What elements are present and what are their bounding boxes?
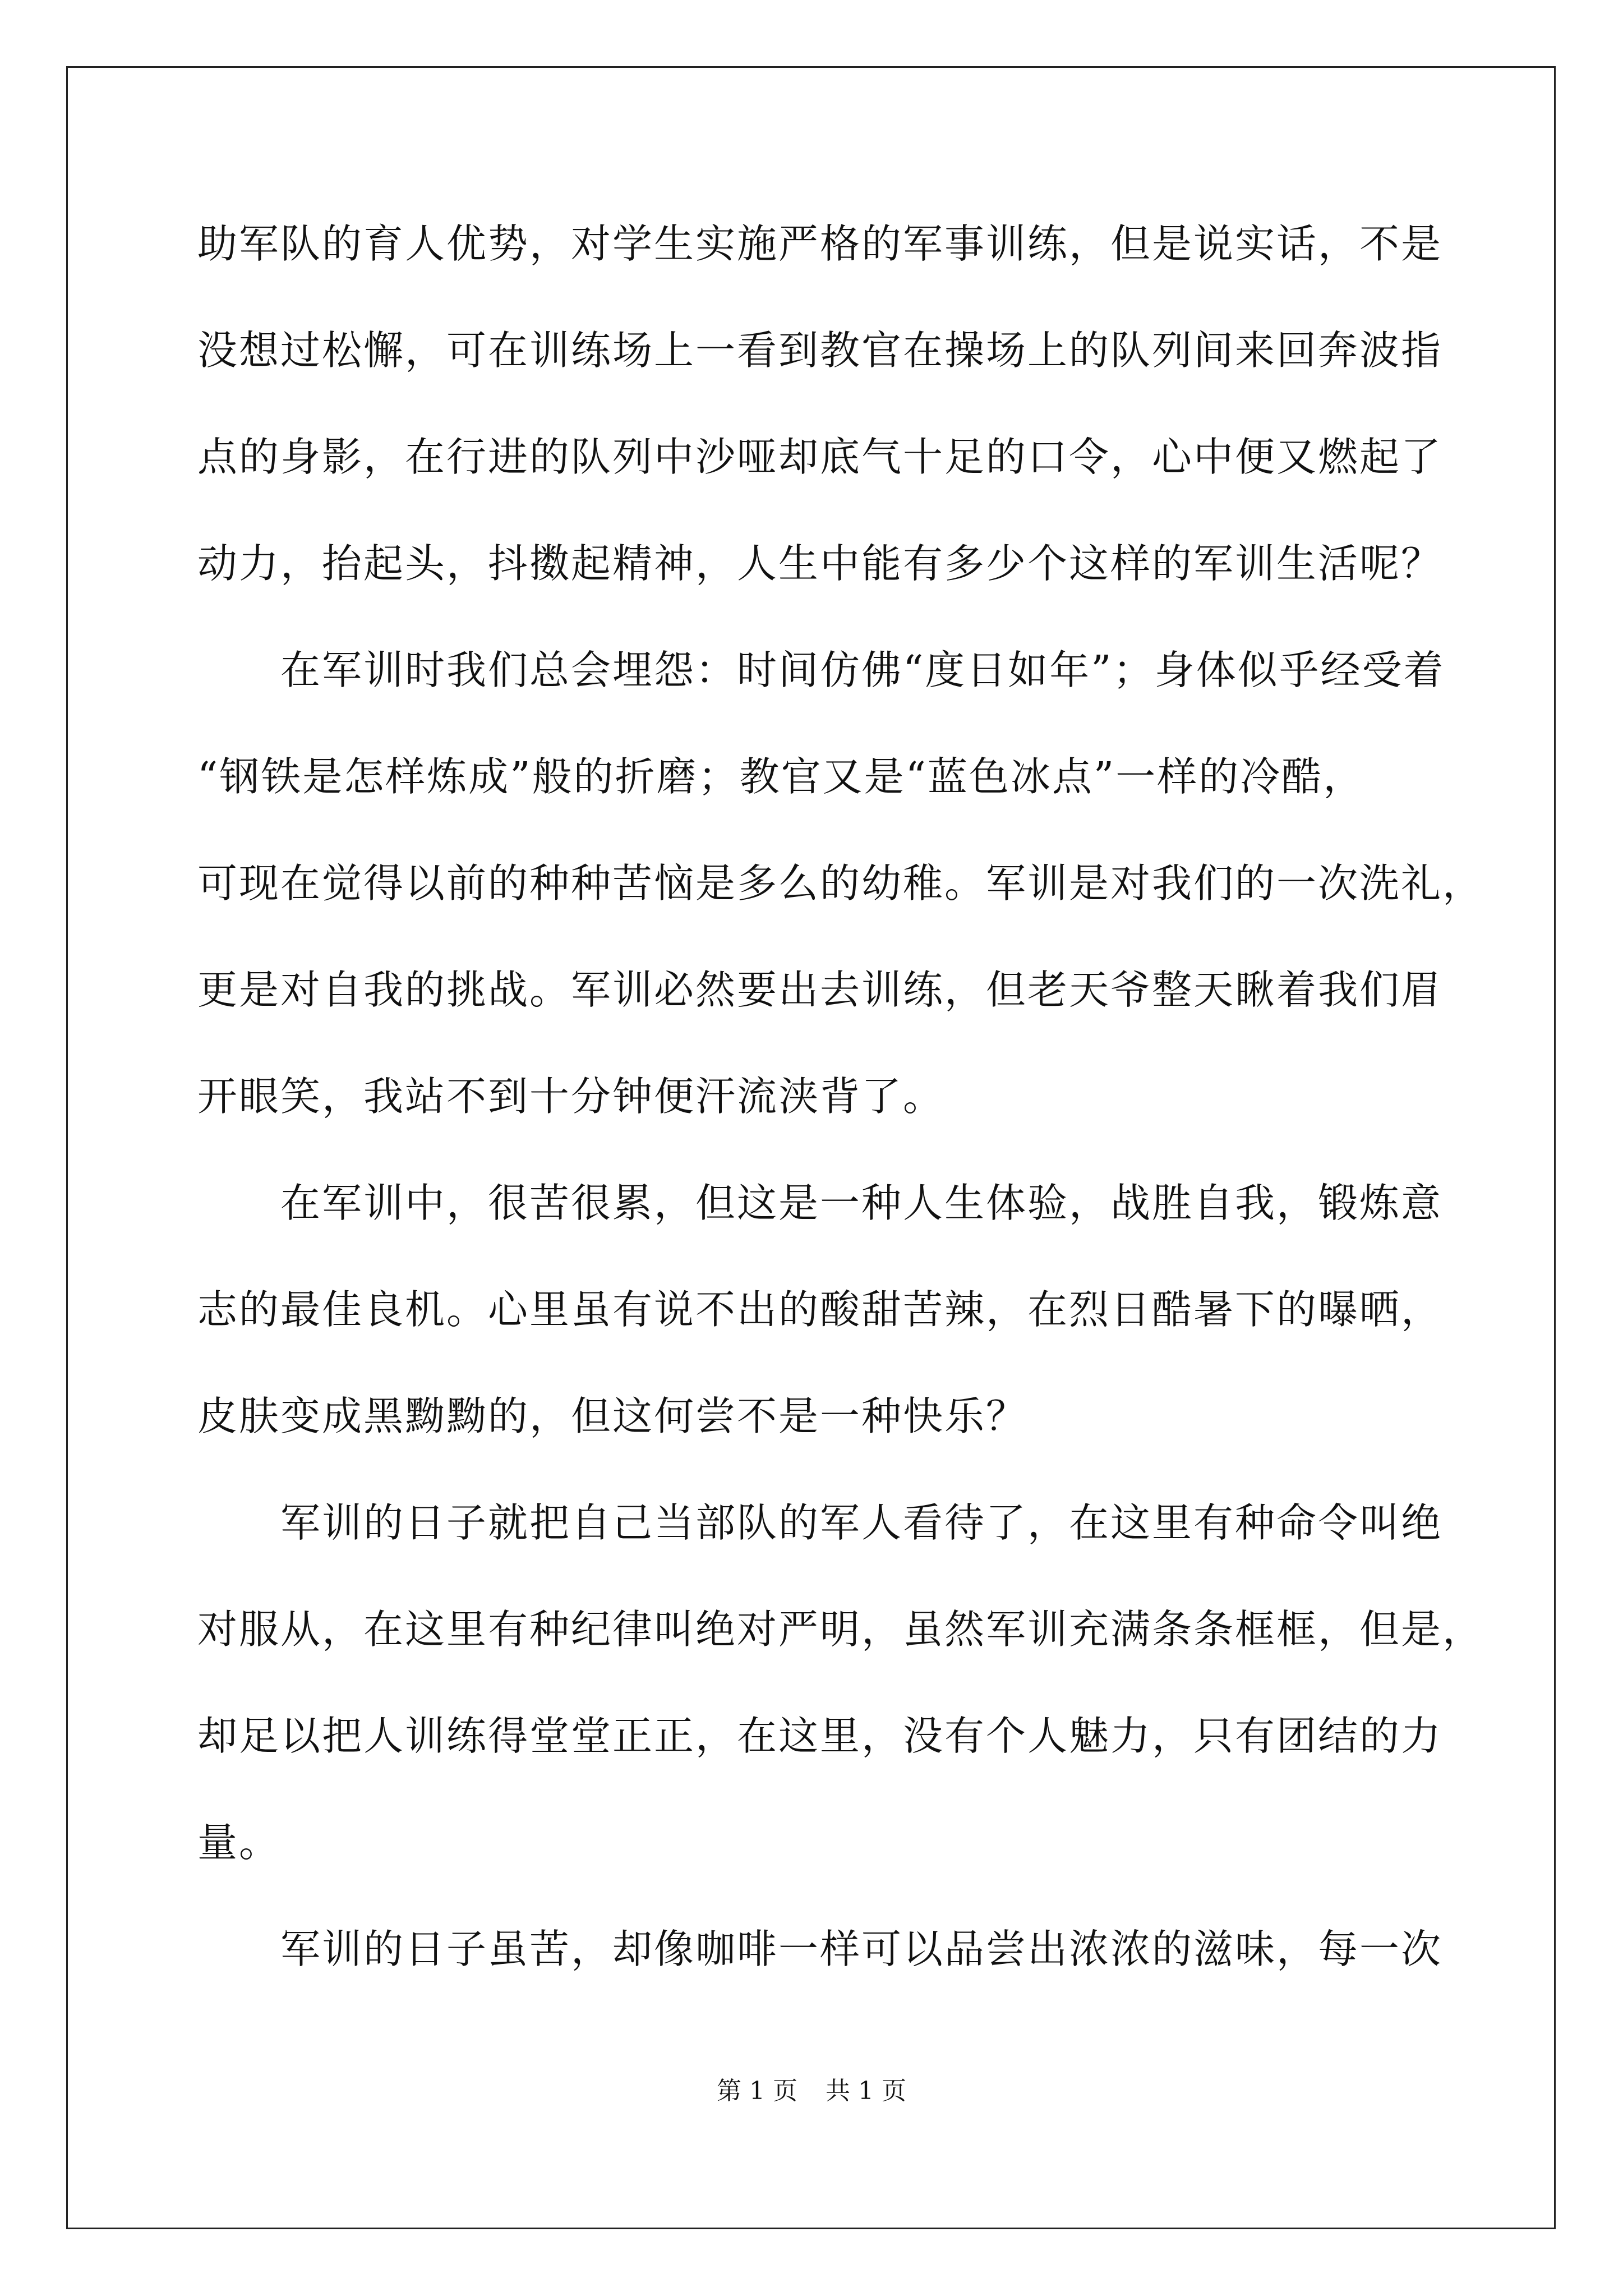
page-total: 共 1 页 — [826, 2077, 906, 2105]
page-number: 第 1 页 — [717, 2077, 797, 2105]
text-line: 量。 — [197, 1819, 281, 1866]
text-line: 志的最佳良机。心里虽有说不出的酸甜苦辣，在烈日酷暑下的曝晒， — [197, 1286, 1443, 1333]
paragraph-first-line: 在军训时我们总会埋怨：时间仿佛“度日如年”；身体似乎经受着 — [280, 647, 1445, 693]
text-line: 却足以把人训练得堂堂正正，在这里，没有个人魅力，只有团结的力 — [197, 1713, 1443, 1759]
paragraph-first-line: 在军训中，很苦很累，但这是一种人生体验，战胜自我，锻炼意 — [280, 1180, 1443, 1226]
text-line: 皮肤变成黑黝黝的，但这何尝不是一种快乐？ — [197, 1393, 1028, 1439]
text-line: 开眼笑，我站不到十分钟便汗流浃背了。 — [197, 1073, 945, 1120]
text-line: 助军队的育人优势，对学生实施严格的军事训练，但是说实话，不是 — [197, 220, 1443, 267]
text-line: 点的身影，在行进的队列中沙哑却底气十足的口令，心中便又燃起了 — [197, 434, 1443, 480]
text-line: 更是对自我的挑战。军训必然要出去训练，但老天爷整天瞅着我们眉 — [197, 967, 1443, 1013]
page-frame — [66, 66, 1556, 2229]
text-line: 没想过松懈，可在训练场上一看到教官在操场上的队列间来回奔波指 — [197, 327, 1443, 374]
page-footer — [0, 2074, 1623, 2108]
text-line: 对服从，在这里有种纪律叫绝对严明，虽然军训充满条条框框，但是， — [197, 1606, 1484, 1653]
paragraph-first-line: 军训的日子就把自己当部队的军人看待了，在这里有种命令叫绝 — [280, 1499, 1443, 1546]
text-line: 动力，抬起头，抖擞起精神，人生中能有多少个这样的军训生活呢？ — [197, 540, 1443, 587]
paragraph-first-line: 军训的日子虽苦，却像咖啡一样可以品尝出浓浓的滋味，每一次 — [280, 1926, 1443, 1972]
text-line: “钢铁是怎样炼成”般的折磨；教官又是“蓝色冰点”一样的冷酷， — [197, 753, 1365, 800]
text-line: 可现在觉得以前的种种苦恼是多么的幼稚。军训是对我们的一次洗礼， — [197, 860, 1484, 907]
